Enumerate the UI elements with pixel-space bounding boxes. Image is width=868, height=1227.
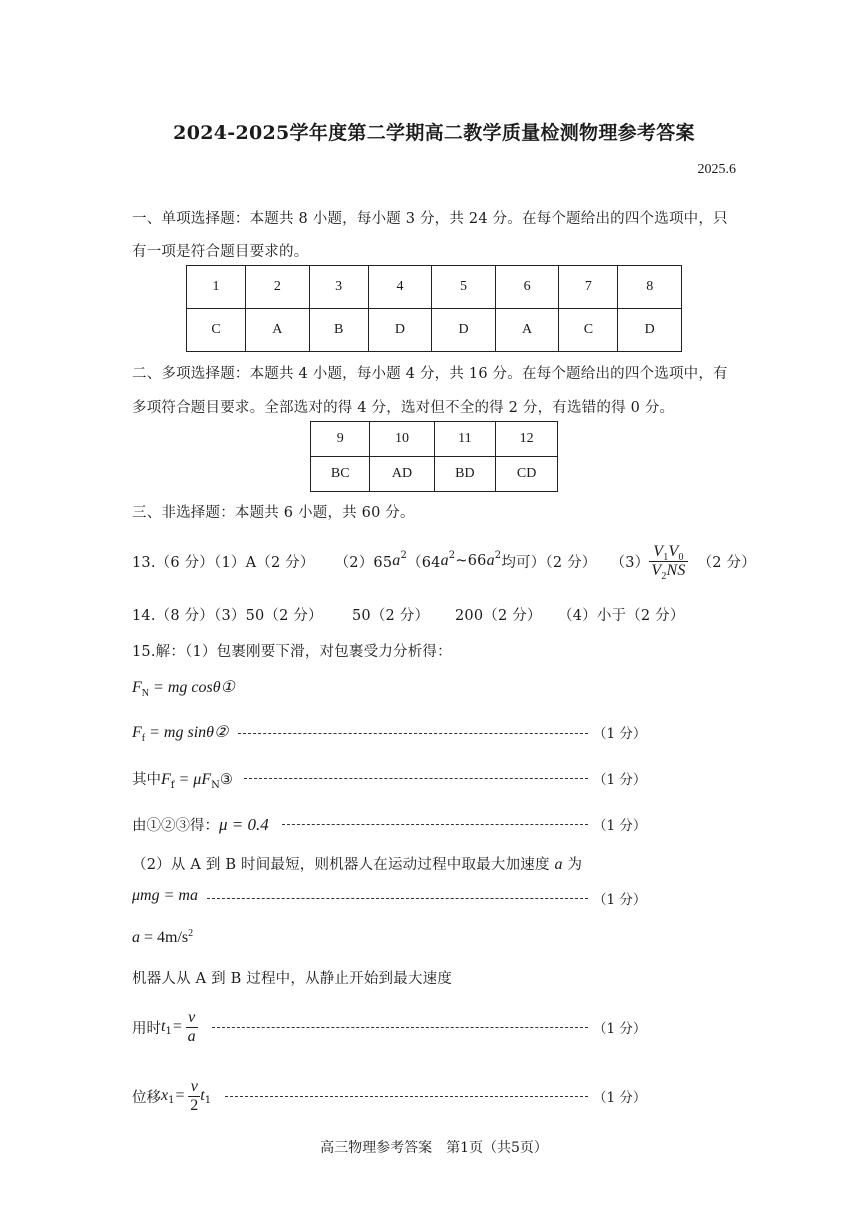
table-cell: BD bbox=[434, 457, 496, 492]
q15-robot-line: 机器人从 A 到 B 过程中，从静止开始到最大速度 bbox=[132, 971, 453, 987]
q13-fraction bbox=[649, 542, 687, 582]
table-cell: 9 bbox=[311, 422, 370, 457]
multi-choice-answer-row bbox=[311, 457, 558, 492]
eq4-prefix: 由①②③得： bbox=[132, 818, 219, 834]
q13-score: （2 分） bbox=[697, 554, 756, 571]
table-cell: D bbox=[432, 309, 496, 352]
q13-range-close: 均可）（2 分） bbox=[501, 554, 597, 571]
var-f: F bbox=[132, 724, 142, 741]
subscript: 1 bbox=[204, 1094, 212, 1106]
dotted-leader bbox=[225, 1096, 588, 1097]
table-cell: 10 bbox=[370, 422, 434, 457]
table-cell: A bbox=[246, 309, 310, 352]
q15-eq5-score: （1 分） bbox=[593, 892, 647, 908]
fraction-denominator: 2 bbox=[190, 1096, 199, 1114]
subscript: f bbox=[141, 733, 146, 744]
var-a: a bbox=[132, 929, 140, 946]
q15-eq8-score: （1 分） bbox=[593, 1090, 647, 1106]
date-label: 2025.6 bbox=[697, 162, 736, 177]
var-t: t bbox=[200, 1087, 205, 1104]
superscript: 2 bbox=[188, 928, 194, 939]
q13-part1: 13.（6 分）（1）A（2 分） bbox=[132, 554, 315, 571]
equals: = bbox=[171, 1018, 183, 1035]
subscript: f bbox=[170, 780, 175, 791]
dotted-leader bbox=[212, 1027, 588, 1028]
table-cell: C bbox=[559, 309, 618, 352]
q15-eq3 bbox=[132, 768, 233, 789]
q14-part4: （4）小于（2 分） bbox=[558, 608, 685, 624]
table-cell: AD bbox=[370, 457, 434, 492]
var-ns: NS bbox=[666, 561, 686, 579]
table-cell: 3 bbox=[309, 266, 368, 309]
q15-part2-intro bbox=[132, 853, 582, 874]
table-cell: 7 bbox=[559, 266, 618, 309]
var-v: V bbox=[668, 542, 679, 560]
page-title: 2024-2025学年度第二学期高二教学质量检测物理参考答案 bbox=[173, 122, 695, 144]
table-cell: 6 bbox=[495, 266, 559, 309]
single-choice-answer-table bbox=[186, 265, 682, 352]
q15-eq4 bbox=[132, 814, 269, 835]
subscript: N bbox=[211, 780, 220, 791]
table-cell: 11 bbox=[434, 422, 496, 457]
equals: = bbox=[174, 1087, 186, 1104]
table-cell: 12 bbox=[496, 422, 558, 457]
subscript: 1 bbox=[168, 1094, 175, 1106]
table-cell: D bbox=[368, 309, 432, 352]
q15-eq8 bbox=[132, 1073, 211, 1119]
equation-marker: ③ bbox=[219, 772, 233, 788]
table-cell: A bbox=[495, 309, 559, 352]
table-cell: 8 bbox=[618, 266, 682, 309]
var-a: a bbox=[554, 856, 563, 873]
time-fraction bbox=[186, 1009, 198, 1045]
q13-var-a: a bbox=[440, 552, 449, 569]
q13-part2-open: （2）65 bbox=[334, 554, 393, 571]
fraction-denominator bbox=[649, 562, 687, 580]
var-v: V bbox=[653, 542, 664, 560]
part2-text: （2）从 A 到 B 时间最短，则机器人在运动过程中取最大加速度 bbox=[132, 857, 550, 873]
q15-eq7-score: （1 分） bbox=[593, 1021, 647, 1037]
q15-intro: 15.解：（1）包裹刚要下滑，对包裹受力分析得： bbox=[132, 644, 452, 660]
q13-exp: 2 bbox=[448, 549, 456, 561]
q13-part3: （3） bbox=[610, 554, 650, 571]
q15-eq2 bbox=[132, 722, 228, 742]
single-choice-answer-row bbox=[187, 309, 682, 352]
multi-choice-answer-table bbox=[310, 421, 558, 492]
dotted-leader bbox=[207, 898, 588, 899]
q13-range-mid: ~66 bbox=[455, 553, 487, 569]
fraction-denominator: a bbox=[187, 1027, 196, 1045]
q15-eq6 bbox=[132, 929, 193, 947]
section2-instruction-line2: 多项符合题目要求。全部选对的得 4 分，选对但不全的得 2 分，有选错的得 0 分。 bbox=[132, 400, 675, 416]
q14-part2: 50（2 分） bbox=[352, 608, 430, 624]
table-cell: 1 bbox=[187, 266, 246, 309]
multi-choice-number-row bbox=[311, 422, 558, 457]
section1-instruction-line1: 一、单项选择题：本题共 8 小题，每小题 3 分，共 24 分。在每个题给出的四个选项中，只 bbox=[132, 211, 728, 227]
equation-body: = mg sinθ② bbox=[145, 724, 229, 741]
fraction-numerator bbox=[649, 543, 687, 562]
table-cell: C bbox=[187, 309, 246, 352]
var-f: F bbox=[132, 679, 142, 696]
q13-range-start: （64 bbox=[407, 554, 441, 571]
page-footer: 高三物理参考答案 第1页（共5页） bbox=[320, 1140, 548, 1156]
equation-body: = mg cosθ① bbox=[149, 679, 235, 696]
eq7-prefix: 用时 bbox=[132, 1020, 161, 1037]
q14-part1: 14.（8 分）（3）50（2 分） bbox=[132, 608, 323, 624]
part2-text-end: 为 bbox=[567, 857, 583, 873]
table-cell: CD bbox=[496, 457, 558, 492]
fraction-numerator: v bbox=[186, 1009, 198, 1028]
table-cell: 4 bbox=[368, 266, 432, 309]
eq3-prefix: 其中 bbox=[132, 772, 161, 788]
dotted-leader bbox=[244, 778, 588, 779]
var-t: t bbox=[161, 1018, 166, 1035]
table-cell: 5 bbox=[432, 266, 496, 309]
eq8-prefix: 位移 bbox=[132, 1089, 161, 1106]
var-f: F bbox=[161, 771, 171, 788]
subscript: N bbox=[141, 688, 150, 699]
table-cell: BC bbox=[311, 457, 370, 492]
q15-eq3-score: （1 分） bbox=[593, 772, 647, 788]
section3-instruction: 三、非选择题：本题共 6 小题，共 60 分。 bbox=[132, 505, 415, 521]
table-cell: B bbox=[309, 309, 368, 352]
subscript: 1 bbox=[663, 551, 669, 563]
dotted-leader bbox=[238, 733, 588, 734]
section2-instruction-line1: 二、多项选择题：本题共 4 小题，每小题 4 分，共 16 分。在每个题给出的四个选项中，有 bbox=[132, 366, 728, 382]
var-v: V bbox=[651, 561, 662, 579]
table-cell: D bbox=[618, 309, 682, 352]
q13-answer-line bbox=[132, 539, 756, 583]
q15-eq2-score: （1 分） bbox=[593, 726, 647, 742]
q15-eq4-score: （1 分） bbox=[593, 818, 647, 834]
q13-var-a: a bbox=[392, 552, 401, 569]
q15-eq5: μmg = ma bbox=[132, 887, 198, 904]
mu-result: μ = 0.4 bbox=[219, 815, 269, 834]
table-cell: 2 bbox=[246, 266, 310, 309]
q13-var-a: a bbox=[486, 552, 495, 569]
fraction-numerator: v bbox=[188, 1078, 200, 1097]
q14-part3: 200（2 分） bbox=[455, 608, 542, 624]
q15-eq1 bbox=[132, 677, 235, 697]
subscript: 0 bbox=[678, 551, 684, 563]
displacement-fraction bbox=[188, 1078, 200, 1114]
q15-eq7 bbox=[132, 1004, 198, 1050]
equation-body: = μF bbox=[174, 771, 212, 788]
single-choice-number-row bbox=[187, 266, 682, 309]
q13-exp: 2 bbox=[400, 549, 408, 561]
subscript: 1 bbox=[165, 1025, 172, 1037]
q13-exp: 2 bbox=[494, 549, 502, 561]
section1-instruction-line2: 有一项是符合题目要求的。 bbox=[132, 244, 309, 260]
acceleration-value: = 4m/s bbox=[140, 929, 189, 946]
var-x: x bbox=[161, 1087, 169, 1104]
subscript: 2 bbox=[661, 570, 667, 582]
dotted-leader bbox=[282, 824, 588, 825]
